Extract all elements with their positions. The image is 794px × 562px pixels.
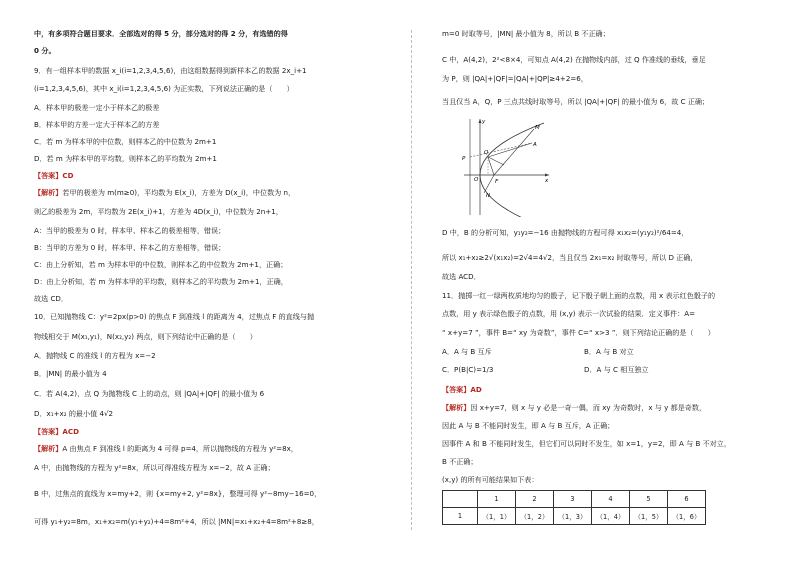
question-10-explanation: 为 P，则 |QA|+|QF|=|QA|+|QP|≥4+2=6， (442, 74, 588, 83)
question-10-answer: 【答案】ACD (34, 427, 79, 436)
table-header-cell: 2 (516, 491, 554, 508)
question-9-option-c: C．若 m 为样本甲的中位数，则样本乙的中位数为 2m+1 (34, 137, 217, 146)
question-11-stem: “ x+y=7 ”，事件 B=“ xy 为奇数”，事件 C=“ x>3 ”．则下列结论正确的是（ ） (442, 328, 715, 337)
question-9-explanation: 【解析】若甲的极差为 m(m≥0)，平均数为 E(x_i)，方差为 D(x_i)，中位数为 n， (34, 188, 296, 197)
label-n: N (486, 193, 491, 199)
question-9-stem: (i=1,2,3,4,5,6)，其中 x_i(i=1,2,3,4,5,6) 为正实数，下列说法正确的是（ ） (34, 84, 294, 93)
table-cell: （1，5） (630, 508, 668, 525)
question-10-explanation: D 中，B 的分析可知，y₁y₂=−16 由抛物线的方程可得 x₁x₂=(y₁y₂)²/64=4， (442, 228, 689, 237)
table-header-cell: 4 (592, 491, 630, 508)
question-9-option-d: D．若 m 为样本甲的平均数，则样本乙的平均数为 2m+1 (34, 154, 217, 163)
parabola-figure (454, 117, 554, 217)
question-10-explanation: 【解析】A 由焦点 F 到准线 l 的距离为 4 可得 p=4，所以抛物线的方程为 y²=8x， (34, 444, 298, 453)
question-11-option-a: A．A 与 B 互斥 (442, 347, 492, 356)
question-9-stem: 9．有一组样本甲的数据 x_i(i=1,2,3,4,5,6)，由这组数据得到新样本乙的数据 2x_i+1 (34, 66, 307, 75)
question-9-explanation: A：当甲的极差为 0 时，样本甲、样本乙的极差相等，错误； (34, 226, 226, 235)
outcomes-table (442, 490, 706, 525)
question-9-answer: 【答案】CD (34, 171, 74, 180)
question-11-stem: 点数，用 y 表示绿色骰子的点数，用 (x,y) 表示一次试验的结果．定义事件：A= (442, 309, 696, 318)
question-11-option-d: D．A 与 C 相互独立 (584, 365, 649, 374)
question-11-answer: 【答案】AD (442, 385, 482, 394)
question-11-option-c: C．P(B|C)=1/3 (442, 365, 494, 374)
explanation-tag: 【解析】 (34, 444, 63, 453)
table-cell: （1，3） (554, 508, 592, 525)
question-10-option-d: D．x₁+x₂ 的最小值 4√2 (34, 409, 114, 418)
question-9-explanation: C：由上分析知，若 m 为样本甲的中位数，则样本乙的中位数为 2m+1，正确； (34, 260, 288, 269)
dashed-line (470, 143, 532, 157)
question-10-stem: 物线相交于 M(x₁,y₁)，N(x₂,y₂) 两点，则下列结论中正确的是（ ） (34, 332, 257, 341)
label-x: x (545, 178, 549, 184)
question-10-explanation: A 中，由抛物线的方程为 y²=8x，所以可得准线方程为 x=−2，故 A 正确； (34, 463, 275, 472)
section-intro-line: 中，有多项符合题目要求．全部选对的得 5 分，部分选对的得 2 分，有选错的得 (34, 29, 288, 38)
question-10-explanation: m=0 时取等号，|MN| 最小值为 8，所以 B 不正确； (442, 29, 610, 38)
question-10-explanation: 当且仅当 A，Q，P 三点共线时取等号，所以 |QA|+|QF| 的最小值为 6，故 C 正确； (442, 97, 710, 106)
x-axis-arrow (545, 174, 549, 177)
question-10-option-b: B．|MN| 的最小值为 4 (34, 369, 107, 378)
label-m: M (535, 125, 540, 131)
question-11-explanation: 【解析】因 x+y=7，则 x 与 y 必是一奇一偶，而 xy 为奇数时，x 与 y 都是奇数， (442, 403, 707, 412)
question-9-explanation: B：当甲的方差为 0 时，样本甲、样本乙的方差相等，错误； (34, 243, 226, 252)
table-intro: (x,y) 的所有可能结果如下表： (442, 475, 539, 484)
question-9-explanation: 故选 CD． (34, 294, 68, 303)
parabola-curve (480, 123, 544, 217)
question-9-option-b: B．样本甲的方差一定大于样本乙的方差 (34, 120, 160, 129)
question-10-stem: 10．已知抛物线 C：y²=2px(p>0) 的焦点 F 到准线 l 的距离为 4，过焦点 F 的直线与抛 (34, 312, 315, 321)
question-11-explanation: 因事件 A 和 B 不能同时发生，但它们可以同时不发生，如 x=1，y=2，即 A 与 B 不对立， (442, 439, 731, 448)
question-10-explanation: C 中，A(4,2)，2²<8×4，可知点 A(4,2) 在抛物线内部，过 Q 作准线的垂线，垂足 (442, 55, 706, 64)
focal-chord-lower (484, 175, 494, 193)
label-o: O (474, 177, 479, 183)
table-cell: 1 (443, 508, 478, 525)
question-9-option-a: A．样本甲的极差一定小于样本乙的极差 (34, 103, 160, 112)
label-f: F (495, 179, 499, 185)
question-10-option-a: A．抛物线 C 的准线 l 的方程为 x=−2 (34, 351, 156, 360)
table-header-cell: 1 (478, 491, 516, 508)
table-header-row (443, 491, 706, 508)
column-divider (411, 30, 412, 530)
explanation-tag: 【解析】 (442, 403, 471, 412)
explanation-tag: 【解析】 (34, 188, 63, 197)
table-cell: （1，4） (592, 508, 630, 525)
question-10-explanation: 故选 ACD． (442, 272, 481, 281)
label-p: P (462, 156, 466, 162)
question-10-explanation: B 中，过焦点的直线为 x=my+2，则 {x=my+2, y²=8x}，整理可得 y²−8my−16=0， (34, 489, 322, 498)
question-10-explanation: 可得 y₁+y₂=8m，x₁+x₂=m(y₁+y₂)+4=8m²+4，所以 |MN|=x₁+x₂+4=8m²+8≥8， (34, 517, 319, 526)
segment-qa (488, 143, 532, 157)
table-header-cell (443, 491, 478, 508)
label-a: A (533, 142, 537, 148)
question-9-explanation: D：由上分析知，若 m 为样本甲的平均数，则样本乙的平均数为 2m+1，正确， (34, 277, 288, 286)
table-row (443, 508, 706, 525)
question-9-explanation: 则乙的极差为 2m，平均数为 2E(x_i)+1，方差为 4D(x_i)，中位数为 2n+1， (34, 207, 283, 216)
question-11-stem: 11．抛掷一红一绿两枚质地均匀的骰子，记下骰子朝上面的点数，用 x 表示红色骰子的 (442, 291, 716, 300)
question-10-option-c: C．若 A(4,2)，点 Q 为抛物线 C 上的动点，则 |QA|+|QF| 的最小值为 6 (34, 389, 265, 398)
section-intro-line: 0 分。 (34, 46, 56, 55)
table-header-cell: 6 (668, 491, 706, 508)
question-11-explanation: 因此 A 与 B 不能同时发生，即 A 与 B 互斥，A 正确； (442, 421, 615, 430)
question-10-explanation: 所以 x₁+x₂≥2√(x₁x₂)=2√4=4√2，当且仅当 2x₁=x₂ 时取等号，所以 D 正确， (442, 253, 698, 262)
table-header-cell: 3 (554, 491, 592, 508)
table-cell: （1，2） (516, 508, 554, 525)
table-cell: （1，1） (478, 508, 516, 525)
label-y: y (482, 119, 486, 125)
table-cell: （1，6） (668, 508, 706, 525)
table-header-cell: 5 (630, 491, 668, 508)
question-11-explanation: B 不正确； (442, 457, 478, 466)
question-11-option-b: B．A 与 B 对立 (584, 347, 634, 356)
label-q: Q (484, 150, 489, 156)
